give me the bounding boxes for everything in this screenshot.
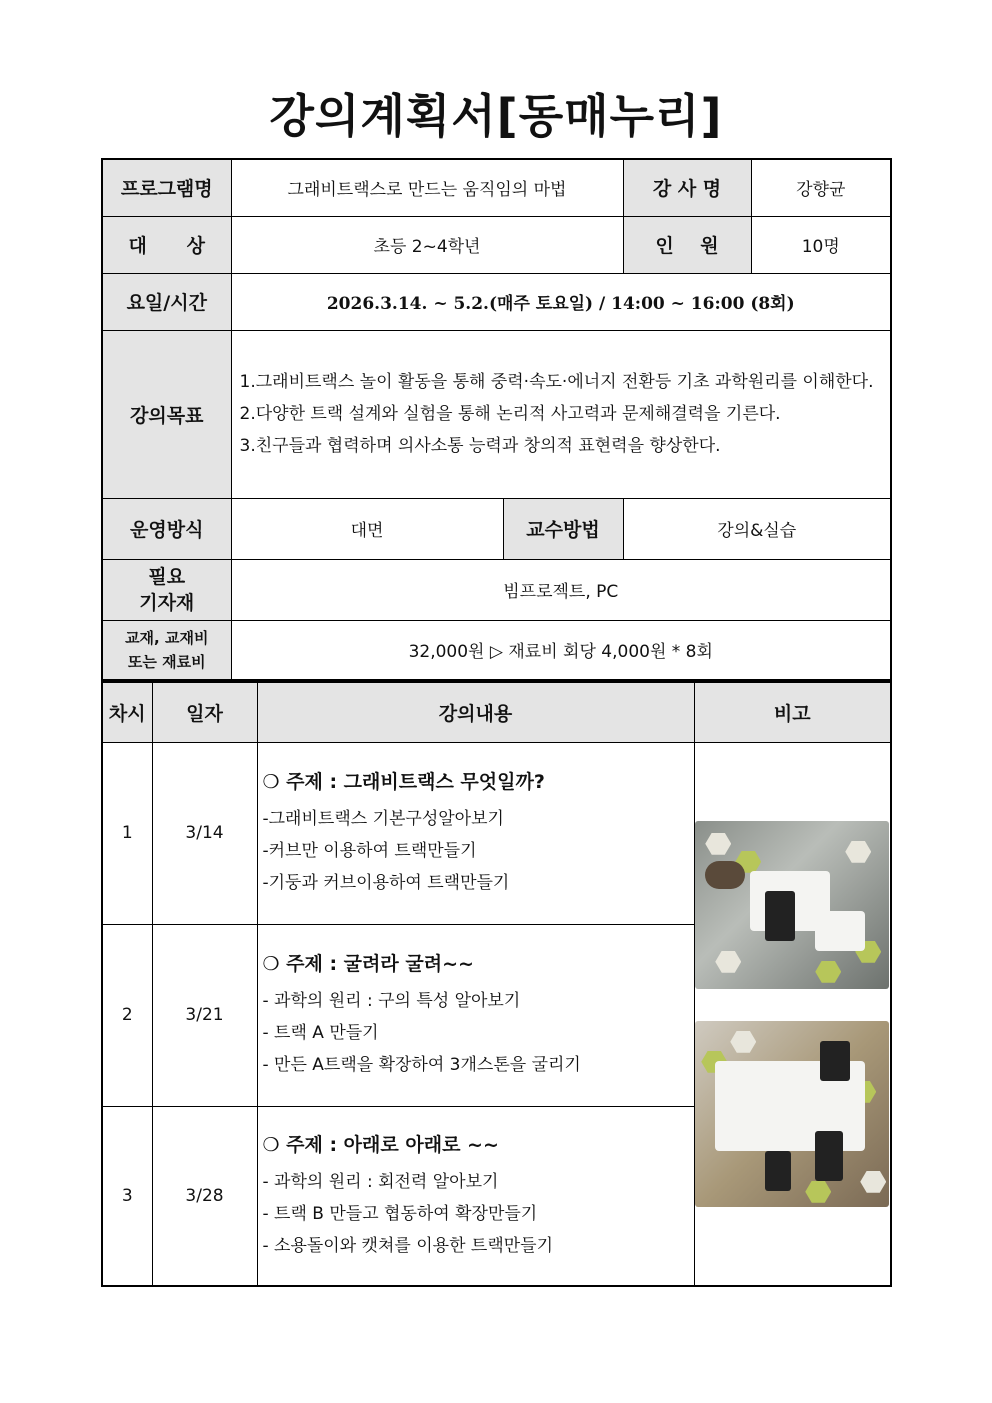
instructor-value: 강향균 — [751, 159, 891, 216]
session-line: - 과학의 원리 : 회전력 알아보기 — [262, 1171, 499, 1192]
col-header-session: 차시 — [102, 682, 152, 742]
session-line: - 트랙 A 만들기 — [262, 1023, 379, 1043]
table-row — [102, 742, 891, 924]
page-title: 강의계획서[동매누리] — [269, 89, 723, 143]
goals-label: 강의목표 — [102, 330, 231, 498]
session-line: -커브만 이용하여 트랙만들기 — [262, 841, 477, 861]
session-topic: ❍ 주제 : 굴려라 굴려~~ — [262, 953, 474, 975]
session-number: 3 — [102, 1106, 152, 1286]
program-value: 그래비트랙스로 만드는 움직임의 마법 — [231, 159, 623, 216]
session-line: - 만든 A트랙을 확장하여 3개스톤을 굴리기 — [262, 1055, 581, 1075]
session-topic: ❍ 주제 : 그래비트랙스 무엇일까? — [262, 771, 545, 793]
schedule-value: 2026.3.14. ~ 5.2.(매주 토요일) / 14:00 ~ 16:00 (8회) — [231, 273, 891, 330]
col-header-notes: 비고 — [694, 682, 891, 742]
instructor-label: 강 사 명 — [623, 159, 751, 216]
session-number: 1 — [102, 742, 152, 924]
program-label: 프로그램명 — [102, 159, 231, 216]
target-value: 초등 2~4학년 — [231, 216, 623, 273]
schedule-label: 요일/시간 — [102, 273, 231, 330]
session-content — [257, 742, 694, 924]
gravitrax-photo-2 — [695, 1021, 889, 1207]
goal-item: 1.그래비트랙스 놀이 활동을 통해 중력·속도·에너지 전환등 기초 과학원리를 이해한다. — [239, 372, 874, 392]
session-date: 3/14 — [152, 742, 257, 924]
equipment-label — [102, 559, 231, 620]
session-topic: ❍ 주제 : 아래로 아래로 ~~ — [262, 1133, 499, 1156]
people-label: 인 원 — [623, 216, 751, 273]
method-label: 교수방법 — [503, 498, 623, 559]
fee-label — [102, 620, 231, 680]
session-line: -그래비트랙스 기본구성알아보기 — [262, 809, 504, 829]
equipment-label-line: 기자재 — [139, 591, 195, 614]
session-date: 3/21 — [152, 924, 257, 1106]
notes-photos — [694, 742, 891, 1286]
fee-value: 32,000원 ▷ 재료비 회당 4,000원 * 8회 — [231, 620, 891, 680]
fee-label-line: 또는 재료비 — [127, 652, 206, 671]
session-date: 3/28 — [152, 1106, 257, 1286]
equipment-value: 빔프로젝트, PC — [231, 559, 891, 620]
mode-label: 운영방식 — [102, 498, 231, 559]
equipment-label-line: 필요 — [148, 565, 186, 588]
lesson-schedule-table — [101, 681, 892, 1287]
method-value: 강의&실습 — [623, 498, 891, 559]
goal-item: 3.친구들과 협력하며 의사소통 능력과 창의적 표현력을 향상한다. — [239, 436, 721, 456]
col-header-content: 강의내용 — [257, 682, 694, 742]
fee-label-line: 교재, 교재비 — [125, 628, 209, 647]
session-line: - 소용돌이와 캣쳐를 이용한 트랙만들기 — [262, 1235, 554, 1256]
session-content — [257, 924, 694, 1106]
session-number: 2 — [102, 924, 152, 1106]
info-table — [101, 158, 892, 681]
col-header-date: 일자 — [152, 682, 257, 742]
gravitrax-photo-1 — [695, 821, 889, 989]
session-line: - 트랙 B 만들고 협동하여 확장만들기 — [262, 1203, 538, 1224]
session-content — [257, 1106, 694, 1286]
session-line: - 과학의 원리 : 구의 특성 알아보기 — [262, 991, 521, 1011]
people-value: 10명 — [751, 216, 891, 273]
mode-value: 대면 — [231, 498, 503, 559]
session-line: -기둥과 커브이용하여 트랙만들기 — [262, 873, 510, 893]
goal-item: 2.다양한 트랙 설계와 실험을 통해 논리적 사고력과 문제해결력을 기른다. — [239, 404, 781, 424]
target-label: 대 상 — [102, 216, 231, 273]
goals-list — [231, 330, 891, 498]
